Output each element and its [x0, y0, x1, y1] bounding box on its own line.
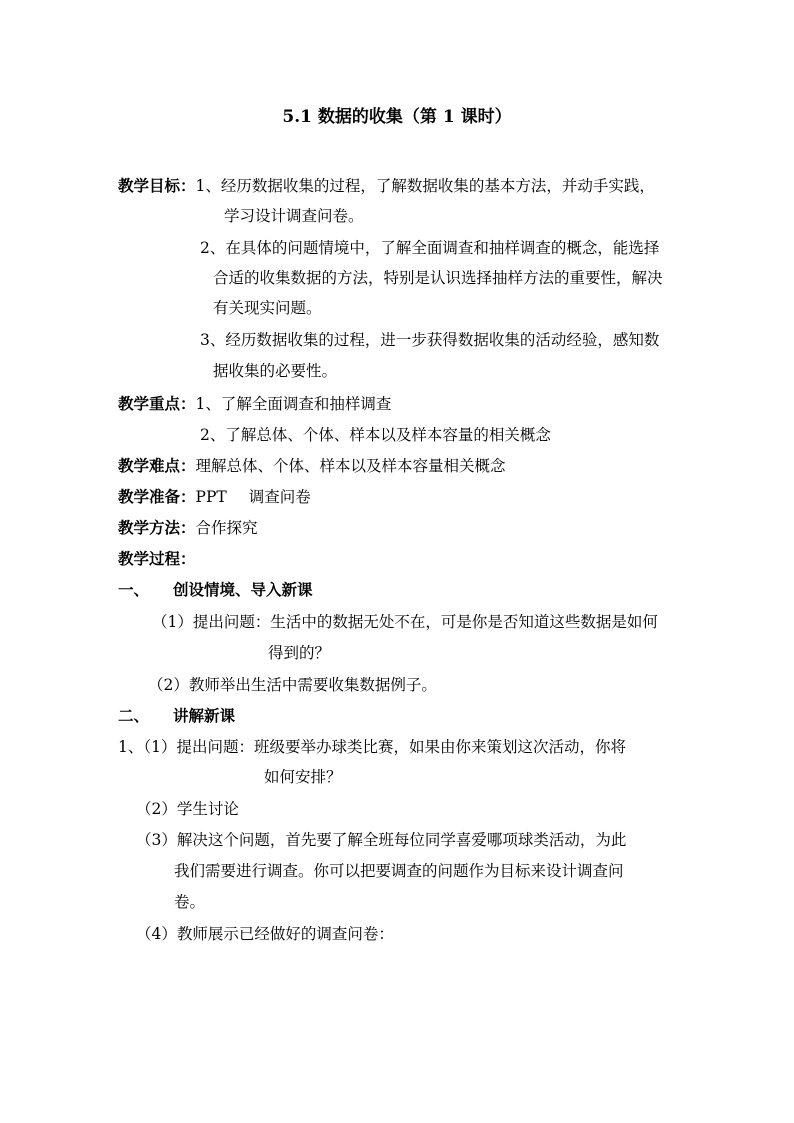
section-2-item-3-line-1: （3）解决这个问题，首先要了解全班每位同学喜爱哪项球类活动，为此: [136, 831, 627, 849]
process-label: 教学过程：: [118, 549, 196, 568]
section-1-item-1-line-2: 得到的？: [268, 644, 331, 662]
section-2-number: 二、: [118, 706, 150, 725]
section-2-item-4: （4）教师展示已经做好的调查问卷：: [136, 925, 394, 943]
objective-2-line-2: 合适的收集数据的方法，特别是认识选择抽样方法的重要性，解决: [213, 269, 663, 287]
section-1-heading-row: [118, 580, 313, 600]
difficulties-row: [118, 456, 506, 476]
section-2-item-3-line-3: 卷。: [174, 893, 206, 911]
key-points-label: 教学重点：: [118, 394, 196, 413]
section-1-number: 一、: [118, 580, 150, 599]
key-points-row-1: [118, 394, 391, 414]
objective-2-line-1: 2、在具体的问题情境中，了解全面调查和抽样调查的概念，能选择: [200, 239, 660, 257]
section-2-item-1-line-2: 如何安排？: [264, 768, 342, 786]
method-row: [118, 518, 258, 538]
preparation-label: 教学准备：: [118, 487, 196, 506]
key-point-2: 2、了解总体、个体、样本以及样本容量的相关概念: [200, 426, 551, 444]
method-label: 教学方法：: [118, 518, 196, 537]
section-1-item-2: （2）教师举出生活中需要收集数据例子。: [148, 676, 437, 694]
preparation-item-2: 调查问卷: [248, 488, 311, 506]
section-1-heading: 创设情境、导入新课: [173, 580, 313, 599]
section-2-heading: 讲解新课: [173, 706, 236, 725]
objective-3-line-1: 3、经历数据收集的过程，进一步获得数据收集的活动经验，感知数: [200, 331, 660, 349]
objective-2-line-3: 有关现实问题。: [213, 299, 322, 317]
objectives-row-1: [118, 176, 655, 196]
preparation-row: [118, 487, 311, 507]
method-text: 合作探究: [195, 519, 258, 537]
section-2-item-2: （2）学生讨论: [136, 800, 239, 818]
page-title: 5.1 数据的收集（第 1 课时）: [282, 107, 512, 127]
section-1-item-1-line-1: （1）提出问题：生活中的数据无处不在，可是你是否知道这些数据是如何: [152, 613, 658, 631]
objective-1-line-2: 学习设计调查问卷。: [224, 207, 364, 225]
objective-3-line-2: 据收集的必要性。: [213, 362, 338, 380]
section-2-item-3-line-2: 我们需要进行调查。你可以把要调查的问题作为目标来设计调查问: [174, 862, 624, 880]
section-2-heading-row: [118, 706, 235, 726]
preparation-item-1: PPT: [195, 488, 227, 506]
objective-1-line-1: 1、经历数据收集的过程，了解数据收集的基本方法，并动手实践，: [195, 177, 655, 195]
objectives-label: 教学目标：: [118, 176, 196, 195]
section-2-item-1-line-1: 1、（1）提出问题：班级要举办球类比赛，如果由你来策划这次活动，你将: [118, 738, 626, 756]
key-point-1: 1、了解全面调查和抽样调查: [195, 395, 392, 413]
difficulties-label: 教学难点：: [118, 456, 196, 475]
difficulties-text: 理解总体、个体、样本以及样本容量相关概念: [195, 457, 506, 475]
